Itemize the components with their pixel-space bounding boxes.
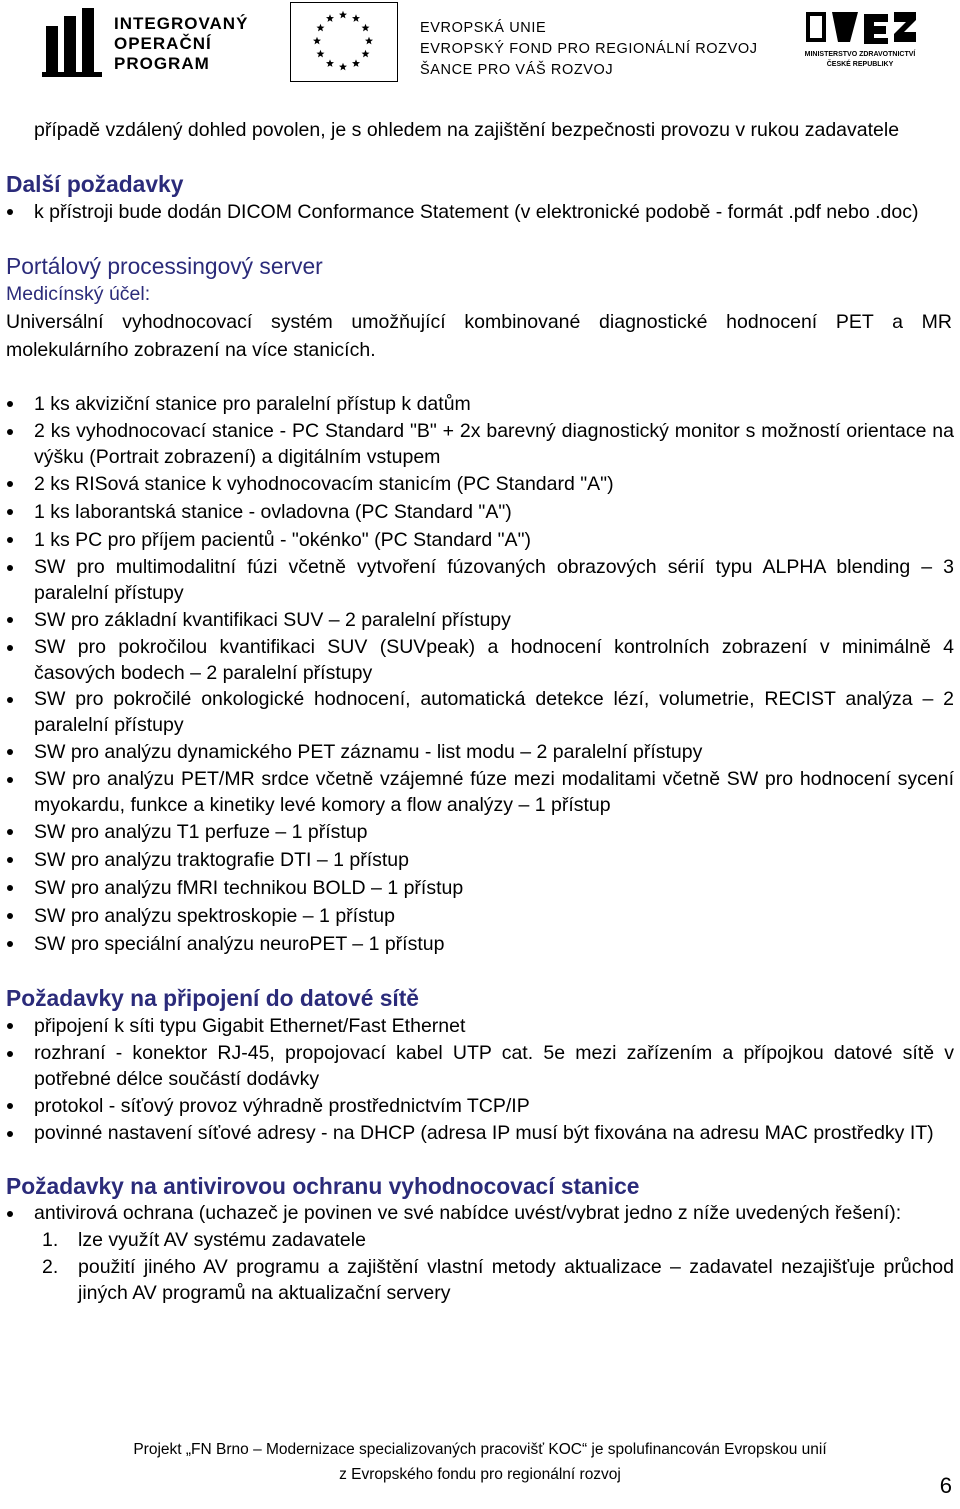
list-item: rozhraní - konektor RJ-45, propojovací kabel UTP cat. 5e mezi zařízením a přípojkou datové sítě v potřebné délce součástí dodávky	[0, 1040, 960, 1092]
list-item: připojení k síti typu Gigabit Ethernet/Fast Ethernet	[0, 1012, 960, 1040]
item-text: použití jiného AV programu a zajištění vlastní metody aktualizace – zadavatel nezajišťuje průchod jiných AV programů na aktualizační servery	[78, 1256, 954, 1304]
page-header	[0, 0, 960, 90]
list-item: 2 ks RISová stanice k vyhodnocovacím stanicím (PC Standard "A")	[0, 470, 960, 498]
list-item: SW pro pokročilé onkologické hodnocení, automatická detekce lézí, volumetrie, RECIST analýza – 2 paralelní přístupy	[0, 686, 960, 738]
ministry-line-2: ČESKÉ REPUBLIKY	[826, 61, 894, 68]
ministry-line-1: MINISTERSTVO ZDRAVOTNICTVÍ	[804, 51, 916, 58]
spacer	[0, 226, 960, 252]
list-item: 2 ks vyhodnocovací stanice - PC Standard "B" + 2x barevný diagnostický monitor s možností orientace na výšku (Portrait zobrazení) a digitálním vstupem	[0, 418, 960, 470]
list-item: 1 ks akviziční stanice pro paralelní přístup k datům	[0, 390, 960, 418]
ministry-logo-mark	[800, 8, 920, 46]
page-number: 6	[939, 1473, 952, 1498]
eu-star-icon	[316, 24, 324, 32]
iop-line-1: INTEGROVANÝ	[114, 14, 249, 33]
eu-stars-icon	[291, 3, 396, 80]
eu-star-icon	[316, 50, 324, 58]
eu-star-icon	[365, 37, 373, 45]
numbered-item	[0, 1226, 960, 1254]
eu-star-icon	[326, 59, 334, 67]
list-item: protokol - síťový provoz výhradně prostřednictvím TCP/IP	[0, 1092, 960, 1120]
medical-purpose-label: Medicínský účel:	[6, 283, 151, 305]
list-item: 1 ks laborantská stanice - ovladovna (PC Standard "A")	[0, 498, 960, 526]
eu-star-icon	[362, 50, 370, 58]
item-number: 2.	[42, 1256, 59, 1278]
section-heading-dalsi-pozadavky: Další požadavky	[6, 171, 184, 197]
list-item: povinné nastavení síťové adresy - na DHCP (adresa IP musí být fixována na adresu MAC prostředky IT)	[0, 1120, 960, 1146]
list-item: SW pro analýzu PET/MR srdce včetně vzájemné fúze mezi modalitami včetně SW pro hodnocení sycení myokardu, funkce a kinetiky levé komory a flow analýzy – 1 přístup	[0, 766, 960, 818]
network-list	[0, 1012, 960, 1146]
iop-logo-text	[114, 14, 248, 74]
list-item: antivirová ochrana (uchazeč je povinen ve své nabídce uvést/vybrat jedno z níže uvedených řešení):	[0, 1200, 960, 1226]
eu-star-icon	[362, 24, 370, 32]
eu-line-2: EVROPSKÝ FOND PRO REGIONÁLNÍ ROZVOJ	[420, 41, 758, 57]
medical-purpose-text: Universální vyhodnocovací systém umožňující kombinované diagnostické hodnocení PET a MR molekulárního zobrazení na více stanicích.	[6, 311, 952, 361]
antivirus-list	[0, 1200, 960, 1226]
eu-star-icon	[326, 14, 334, 22]
eu-star-icon	[313, 37, 321, 45]
spacer	[0, 1146, 960, 1172]
ministry-logo	[790, 8, 930, 78]
eu-star-icon	[352, 59, 360, 67]
spacer	[0, 364, 960, 390]
eu-star-icon	[339, 63, 347, 71]
list-item: SW pro základní kvantifikaci SUV – 2 paralelní přístupy	[0, 606, 960, 634]
item-number: 1.	[42, 1229, 59, 1251]
document-body	[0, 116, 960, 1306]
iop-logo	[42, 8, 252, 80]
portal-server-list	[0, 390, 960, 958]
section-heading-network: Požadavky na připojení do datové sítě	[6, 985, 419, 1011]
list-item: SW pro pokročilou kvantifikaci SUV (SUVpeak) a hodnocení kontrolních zobrazení v minimálně 4 časových bodech – 2 paralelní přístupy	[0, 634, 960, 686]
list-item: k přístroji bude dodán DICOM Conformance Statement (v elektronické podobě - formát .pdf nebo .doc)	[0, 198, 960, 226]
list-item: 1 ks PC pro příjem pacientů - "okénko" (PC Standard "A")	[0, 526, 960, 554]
list-item: SW pro analýzu traktografie DTI – 1 přístup	[0, 846, 960, 874]
ministry-logo-text	[790, 50, 930, 70]
spacer	[0, 958, 960, 984]
eu-text	[420, 18, 758, 81]
iop-line-2: OPERAČNÍ	[114, 34, 212, 53]
iop-line-3: PROGRAM	[114, 54, 210, 73]
eu-line-3: ŠANCE PRO VÁŠ ROZVOJ	[420, 62, 614, 78]
intro-paragraph: případě vzdálený dohled povolen, je s ohledem na zajištění bezpečnosti provozu v rukou zadavatele	[34, 119, 900, 141]
dalsi-pozadavky-list	[0, 198, 960, 226]
item-text: lze využít AV systému zadavatele	[78, 1229, 366, 1251]
section-heading-antivirus: Požadavky na antivirovou ochranu vyhodnocovací stanice	[6, 1173, 640, 1199]
numbered-item	[0, 1254, 960, 1306]
footer-line-1: Projekt „FN Brno – Modernizace specializovaných pracovišť KOC“ je spolufinancován Evropskou unií	[133, 1441, 827, 1458]
antivirus-options-list	[0, 1226, 960, 1306]
spacer	[0, 144, 960, 170]
eu-star-icon	[339, 11, 347, 19]
list-item: SW pro analýzu spektroskopie – 1 přístup	[0, 902, 960, 930]
iop-logo-mark	[42, 8, 104, 78]
list-item: SW pro analýzu T1 perfuze – 1 přístup	[0, 818, 960, 846]
list-item: SW pro multimodalitní fúzi včetně vytvoření fúzovaných obrazových sérií typu ALPHA blending – 3 paralelní přístupy	[0, 554, 960, 606]
page-footer	[0, 1437, 960, 1487]
list-item: SW pro analýzu dynamického PET záznamu - list modu – 2 paralelní přístupy	[0, 738, 960, 766]
footer-line-2: z Evropského fondu pro regionální rozvoj	[339, 1466, 621, 1483]
eu-flag	[290, 2, 398, 82]
section-heading-portal-server: Portálový processingový server	[6, 253, 323, 279]
eu-star-icon	[352, 14, 360, 22]
list-item: SW pro speciální analýzu neuroPET – 1 přístup	[0, 930, 960, 958]
list-item: SW pro analýzu fMRI technikou BOLD – 1 přístup	[0, 874, 960, 902]
eu-line-1: EVROPSKÁ UNIE	[420, 20, 547, 36]
